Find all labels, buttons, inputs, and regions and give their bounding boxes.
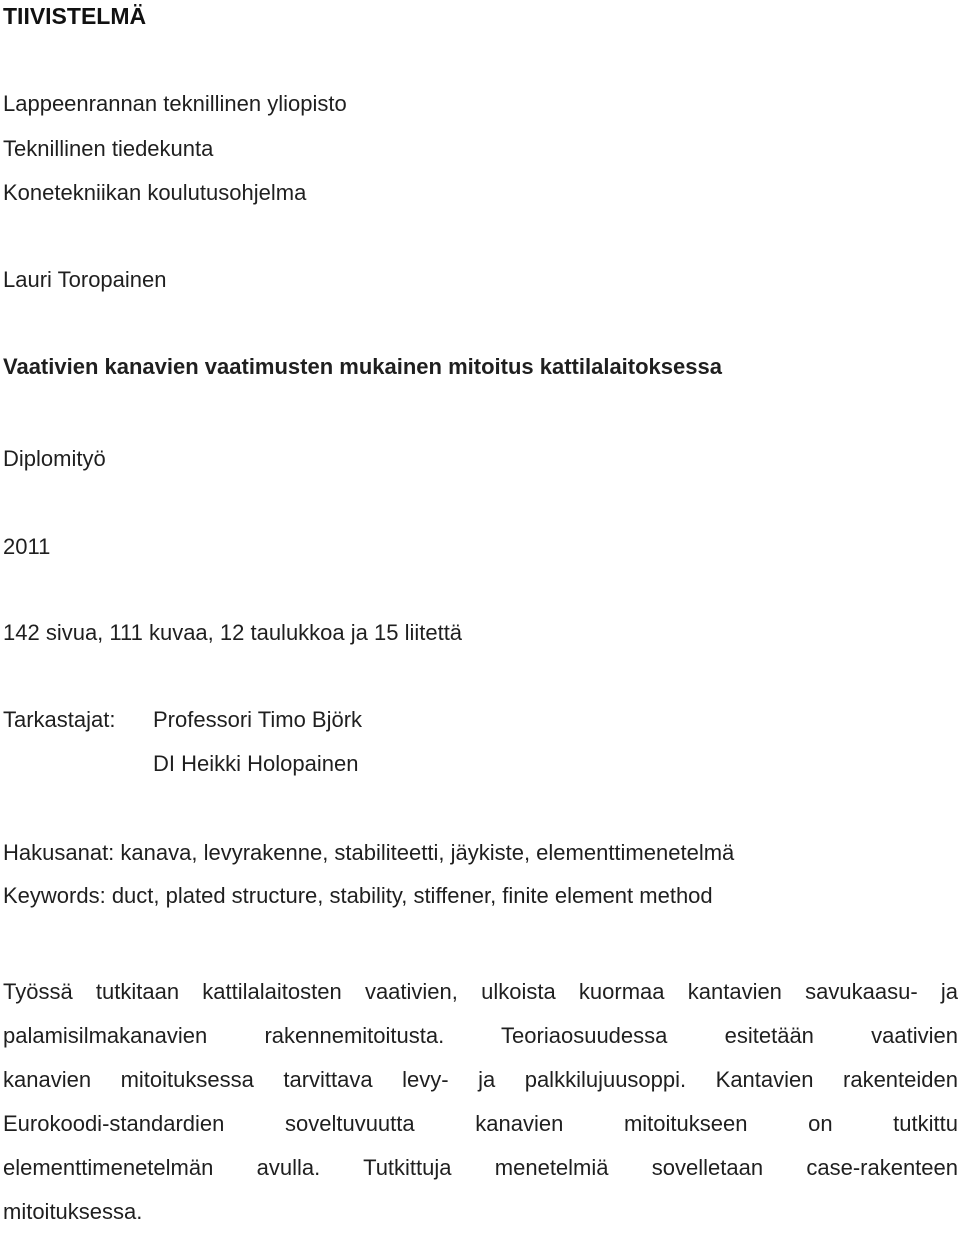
reviewer-name: DI Heikki Holopainen <box>153 751 359 776</box>
abstract-line: mitoituksessa. <box>3 1199 143 1224</box>
reviewers-label: Tarkastajat: <box>3 707 116 732</box>
thesis-extent: 142 sivua, 111 kuvaa, 12 taulukkoa ja 15 liitettä <box>3 620 463 645</box>
abstract-line: kanavien mitoituksessa tarvittava levy- ja palkkilujuusoppi. Kantavien rakenteiden <box>3 1067 958 1092</box>
faculty-name: Teknillinen tiedekunta <box>3 136 214 161</box>
university-name: Lappeenrannan teknillinen yliopisto <box>3 91 347 116</box>
programme-name: Konetekniikan koulutusohjelma <box>3 180 307 205</box>
keywords-finnish: Hakusanat: kanava, levyrakenne, stabiliteetti, jäykiste, elementtimenetelmä <box>3 840 735 865</box>
thesis-type: Diplomityö <box>3 446 106 471</box>
abstract-paragraph <box>3 970 958 1234</box>
abstract-line: Eurokoodi-standardien soveltuvuutta kanavien mitoitukseen on tutkittu <box>3 1111 958 1136</box>
keywords-english: Keywords: duct, plated structure, stability, stiffener, finite element method <box>3 883 713 908</box>
page-heading: TIIVISTELMÄ <box>3 3 147 29</box>
reviewer-name: Professori Timo Björk <box>153 707 363 732</box>
thesis-title: Vaativien kanavien vaatimusten mukainen mitoitus kattilalaitoksessa <box>3 354 722 379</box>
author-name: Lauri Toropainen <box>3 267 167 292</box>
abstract-line: elementtimenetelmän avulla. Tutkittuja menetelmiä sovelletaan case-rakenteen <box>3 1155 958 1180</box>
thesis-year: 2011 <box>3 534 51 559</box>
abstract-line: Työssä tutkitaan kattilalaitosten vaativien, ulkoista kuormaa kantavien savukaasu- ja <box>3 979 958 1004</box>
abstract-line: palamisilmakanavien rakennemitoitusta. Teoriaosuudessa esitetään vaativien <box>3 1023 958 1048</box>
